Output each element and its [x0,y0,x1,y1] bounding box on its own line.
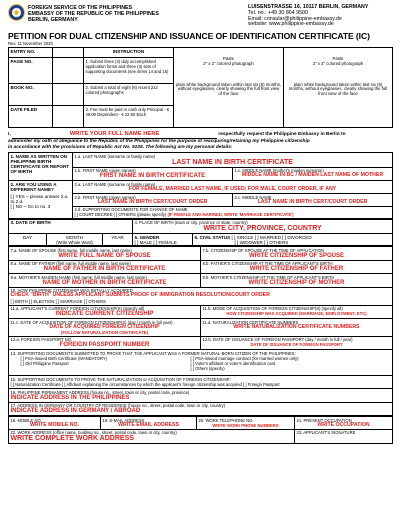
photo-size-text: 2" x 2" colored photograph [312,60,364,66]
dob-month-field[interactable] [47,234,103,246]
field-label: 11.c. DATE OF ACQUISITION OF FOREIGN CITIZENSHIP(S) (day / month in full year) [10,319,173,325]
oath-paragraph [8,132,392,150]
different-name-yes[interactable]: [ ] YES – please answer 2.a. to 2.d. [10,193,69,204]
org-line: EMBASSY OF THE REPUBLIC OF THE PHILIPPINES [28,11,159,17]
field-label: 20. WORK TELEPHONE NO. [198,417,254,423]
mobile-field[interactable] [9,417,101,430]
instruction-3: 3. Fee must be paid in cash only Principal - € 45.00 Dependent - € 22.50 Each [84,106,174,128]
field-label: 13. SUPPORTING DOCUMENTS SUBMITTED TO PROVE THAT THE APPLICANT WAS A FORMER NATURAL-BORN CITIZEN OF THE PHILIPPINES: [10,350,296,356]
contact-table [8,416,393,444]
field-hint: FOR FEMALE, MARRIED LAST NAME, IF USED; FOR MALE, COURT ORDER, IF ANY [128,185,337,192]
field-label: 15. SUPPORTING DOCUMENTS TO PROVE THE NATURALIZATION or ACQUISITION OF FOREIGN CITIZENSHIP: [10,376,231,382]
proof-marriage-contract-checkbox[interactable]: [ ] PSA-issued marriage contract (for married women only) [190,355,299,361]
field-hint: CHECK "BIRTH" UNLESS APPLICANT SUBMITS PROOF OF IMMIGRATION RESOLUTION/COURT ORDER [10,292,270,299]
pob-field[interactable] [133,219,393,234]
birth-last-name-field[interactable] [73,153,393,168]
foreign-citizenship-field[interactable] [9,305,201,319]
proof-voters-affidavit-checkbox[interactable]: [ ] Voter's affidavit or voter's identification card [190,360,276,366]
oath-line-3: in accordance with the provisions of Republic Act No. 9225. The following are my personal details: [8,144,233,150]
naturalization-number-field[interactable] [201,319,393,337]
form-header [8,4,392,44]
office-use-table [8,47,393,128]
field-hint: (IF FEMALE AND MARRIED, WRITE 'MARRIAGE CERTIFICATE') [167,212,294,218]
book-no-label: BOOK NO. [9,84,53,106]
family-table [8,246,393,416]
spouse-citizenship-field[interactable] [201,247,393,261]
dob-day-label: DAY [22,234,33,240]
form-title: PETITION FOR DUAL CITIZENSHIP AND ISSUANCE OF IDENTIFICATION CERTIFICATE (IC) [8,31,370,41]
field-label: 2.c. MIDDLE NAME [234,194,272,200]
field-label: 8.b. FATHER'S CITIZENSHIP AT THE TIME OF APPLICANT'S BIRTH [202,261,333,267]
field-hint: MIDDLE NAME IN BC / MAIDEN LAST NAME OF MOTHER [241,172,384,179]
dob-label: 3. DATE OF BIRTH [9,219,133,234]
field-label: 4. PLACE OF BIRTH (town or city, province or state, country) [134,220,248,226]
entry-no-label: ENTRY NO. [9,48,53,58]
oath-line-2: administer my oath of allegiance to the Republic of the Philippines for the purpose of reacquiring/retaining my Philippine citizenship [8,138,310,144]
field-hint-note: (FOLLOW NATURALIZATION CERTIFICATE) [61,330,148,336]
acquisition-date-field[interactable] [9,319,201,337]
philippine-address-field[interactable] [9,389,393,403]
name-change-docs-options[interactable]: [ ] COURT DECREE [ ] OTHERS (please specify) [74,212,167,218]
birth-details-table [8,219,393,247]
field-label: 18. MOBILE NO. [10,417,42,423]
field-hint: WRITE CITIZENSHIP OF SPOUSE [249,252,344,259]
field-label: 1.c. MIDDLE NAME (mother's maiden surname) [234,168,324,174]
instruction-2: 2. Submit a total of eight (8) recent 2x2 colored photographs [84,84,174,106]
alt-last-name-field[interactable] [73,181,393,194]
alt-first-name-field[interactable] [73,194,233,207]
email-field[interactable] [101,417,197,430]
photo-size-text: 2" x 2" colored photograph [203,60,254,66]
field-hint: WRITE MOBILE NO. [30,421,79,428]
different-name-no[interactable]: [ ] NO – Go to no. 3 [10,203,51,209]
field-hint: INDICATE ADDRESS IN THE PHILIPPINES [10,394,130,401]
dob-day-field[interactable] [9,234,47,246]
father-name-field[interactable] [9,260,201,274]
field-label: 6. CIVIL STATUS [194,234,231,240]
field-hint: WRITE NATURALIZATION CERTIFICATE NUMBERS [233,323,360,330]
field-hint: WRITE EMAIL ADDRESS [118,421,179,428]
passport-issue-date-field[interactable] [201,336,393,350]
page-no-field[interactable] [53,58,84,84]
field-hint: FIRST NAME IN BIRTH CERTIFICATE [99,173,206,180]
field-hint: NAME OF FATHER IN BIRTH CERTIFICATE [43,266,166,273]
proof-old-passport-checkbox[interactable]: [ ] Old Philippine Passport [20,360,69,366]
field-hint: DATE OF ACQUIRED FOREIGN CITIZENSHIP [49,323,160,330]
field-hint: WRITE CITIZENSHIP OF MOTHER [248,279,345,286]
name-change-docs-field[interactable] [73,206,393,218]
field-hint: INDICATE ADDRESS IN GERMANY / ABROAD [10,408,141,415]
field-label: 11.d. NATURALIZATION CERTIFICATE NUMBERS [202,319,299,325]
dob-year-field[interactable] [103,234,133,246]
field-hint: WRITE FULL NAME OF SPOUSE [58,252,151,259]
embassy-tel: Tel. no.: +49 30 864 9500 [248,9,308,16]
field-label: 23. APPLICANT'S SIGNATURE [296,430,356,436]
oath-name-hint: WRITE YOUR FULL NAME HERE [69,131,160,137]
gender-options[interactable]: [ ] MALE [ ] FEMALE [134,239,177,245]
field-label: 21. PRESENT OCCUPATION [296,417,352,423]
form-revision: Rev. 11 November 2020 [8,41,53,46]
field-hint: INDICATE CURRENT CITIZENSHIP [55,311,154,317]
field-label: 19. E-MAIL ADDRESS [102,417,145,423]
residence-address-field[interactable] [9,402,393,416]
natural-born-proof-field [9,350,393,376]
field-label: 8.a. NAME OF FATHER (first name, full middle name, last name) [10,261,131,267]
proof-birth-certificate-checkbox[interactable]: [ ] PSA-issued Birth Certificate (MANDATORY) [20,355,108,361]
foreign-passport-field[interactable] [9,336,201,350]
proof-others-checkbox[interactable]: [ ] Others (specify) [190,365,225,371]
field-hint: LAST NAME IN BIRTH CERTIFICATE [172,158,293,166]
photo-note-text: plain white background taken within last six (6) months, without eyeglasses, clearly showing the full front view of the face [288,81,388,97]
field-hint: WRITE CITY, PROVINCE, COUNTRY [203,225,322,233]
spouse-name-field[interactable] [9,247,201,261]
field-label: 2.a. LAST NAME (surname or family name) [74,181,156,187]
dob-month-label: MONTH [66,234,83,240]
photo-paste-text: Paste [223,56,234,61]
oath-name-field[interactable] [12,132,217,139]
field-hint: WRITE COMPLETE WORK ADDRESS [10,435,134,443]
signature-field[interactable] [295,429,393,444]
field-label: 12.b. DATE OF ISSUANCE OF FOREIGN PASSPORT (day / month in full / year) [202,337,353,343]
field-hint: WRITE OCCUPATION [317,421,370,428]
embassy-contact [248,5,368,28]
field-label: 2.b. FIRST NAME (given names) [74,194,136,200]
field-label: 12.a. FOREIGN PASSPORT NO. [10,337,73,343]
philippine-seal-icon [8,4,25,21]
birth-first-name-field[interactable] [73,167,233,181]
field-hint: NAME OF MOTHER IN BIRTH CERTIFICATE [42,279,167,286]
field-hint: DATE OF ISSUANCE OF FOREIGN PASSPORT [250,342,343,348]
birth-name-label: 1. NAME AS WRITTEN ON PHILIPPINE BIRTH CERTIFICATE OR REPORT OF BIRTH [9,153,73,181]
citizenship-acquisition-field[interactable] [9,287,393,305]
entry-no-field[interactable] [53,48,84,58]
photo-paste-text: Paste [332,56,344,61]
photo-box-2 [284,48,393,128]
field-label: 16. PHILIPPINE PERMANENT ADDRESS (house no., street, town or city, postal code, province) [10,389,190,395]
civil-status-options-1[interactable]: [ ] SINGLE [ ] MARRIED [ ] DIVORCED [231,234,312,240]
field-label: 1.b. FIRST NAME (given names) [74,168,136,174]
field-label: 11.a. APPLICANT'S CURRENT FOREIGN CITIZENSHIP(S) (specify all) [10,306,145,311]
field-label: 2.d. SUPPORTING DOCUMENTS FOR CHANGE OF NAME [74,207,188,213]
field-label: 17. ADDRESS IN GERMANY OR COUNTRY OF RESIDENCE (house no., street, postal code, town or city, country) [10,403,225,409]
occupation-field[interactable] [295,417,393,430]
field-label: 11.b. MODE OF ACQUISITION OF FOREIGN CITIZENSHIP(S) (specify all) [202,306,343,311]
org-line: BERLIN, GERMANY [28,17,78,23]
date-filed-label: DATE FILED [9,106,53,128]
field-label: 1.a. LAST NAME (surname or family name) [74,153,156,159]
date-filed-field[interactable] [53,106,84,128]
org-line: FOREIGN SERVICE OF THE PHILIPPINES [28,5,133,11]
field-label: 5. GENDER [134,234,160,240]
work-address-field[interactable] [9,429,295,444]
dob-month-note: (Write Whole Word) [56,239,93,245]
embassy-email: Email: consular@philippine-embassy.de [248,15,342,22]
oath-prefix: I, [8,132,11,137]
field-label: 2. ARE YOU USING A DIFFERENT NAME? [10,181,57,192]
dob-year-label: YEAR [111,234,124,240]
work-phone-field[interactable] [197,417,295,430]
photo-note-text: plain white background taken within last six (6) months, without eyeglasses, clearly showing the full front view of the face [175,81,282,97]
instruction-title: INSTRUCTION [84,48,174,58]
embassy-name [28,5,159,23]
citizenship-mode-field[interactable] [201,305,393,319]
naturalization-proof-field [9,376,393,389]
instruction-1: 1. Submit three (3) duly accomplished application forms and three (3) sets of supporting documents (see items 14 and 15) [84,58,174,84]
oath-suffix: respectfully request the Philippine Embassy in Berlin to [218,132,346,137]
mother-citizenship-field[interactable] [201,274,393,288]
field-hint: WRITE CITIZENSHIP OF FATHER [249,266,344,273]
page-no-label: PAGE NO. [9,58,53,84]
different-name-question [9,181,73,218]
field-hint: WRITE WORK PHONE NUMBERS [212,422,279,428]
field-hint: FOREIGN PASSPORT NUMBER [59,342,150,349]
field-hint: HOW CITIZENSHIP WAS ACQUIRED (MARRIAGE, EMPLOYMENT, ETC) [226,311,367,316]
field-label: 10. HOW PHILIPPINE CITIZENSHIP WAS INITIALLY ACQUIRED [10,288,133,294]
civil-status-field[interactable] [193,234,393,246]
names-table [8,152,393,218]
field-label: 7.a. NAME OF SPOUSE (first name, full middle name, last name) [10,247,132,253]
gender-field[interactable] [133,234,193,246]
photo-box-1 [174,48,284,128]
book-no-field[interactable] [53,84,84,106]
field-hint: LAST NAME IN BIRTH CERT/COURT ORDER [97,198,208,205]
field-label: 7.b. CITIZENSHIP OF SPOUSE AT THE TIME OF APPLICATION [202,247,324,253]
birth-middle-name-field[interactable] [233,167,393,181]
embassy-address: LUISENSTRASSE 16, 10117 BERLIN, GERMANY [248,4,369,10]
naturalization-proof-options[interactable]: [ ] Naturalization Certificate [ ] Affidavit explaining the circumstances by which the applicant's foreign citizenship was acquired [ ] Foreign Passport [10,381,280,387]
field-label: 9.b. MOTHER'S CITIZENSHIP AT THE TIME OF APPLICANT'S BIRTH [202,274,335,280]
father-citizenship-field[interactable] [201,260,393,274]
civil-status-options-2[interactable]: [ ] WIDOWER [ ] OTHERS [234,239,289,245]
field-label: 22. WORK ADDRESS (office name, building no., street, postal code, town or city, country) [10,430,177,436]
field-hint: LAST NAME IN BIRTH CERT/COURT ORDER [257,198,368,205]
citizenship-acquisition-options[interactable]: [ ] BIRTH [ ] ELECTION [ ] MARRIAGE [ ] OTHERS [10,299,106,304]
embassy-website: website: www.philippine-embassy.de [248,21,334,28]
mother-name-field[interactable] [9,274,201,288]
field-label: 9.a. MOTHER'S MAIDEN NAME (first name, full middle name, last name) [10,274,147,280]
alt-middle-name-field[interactable] [233,194,393,207]
